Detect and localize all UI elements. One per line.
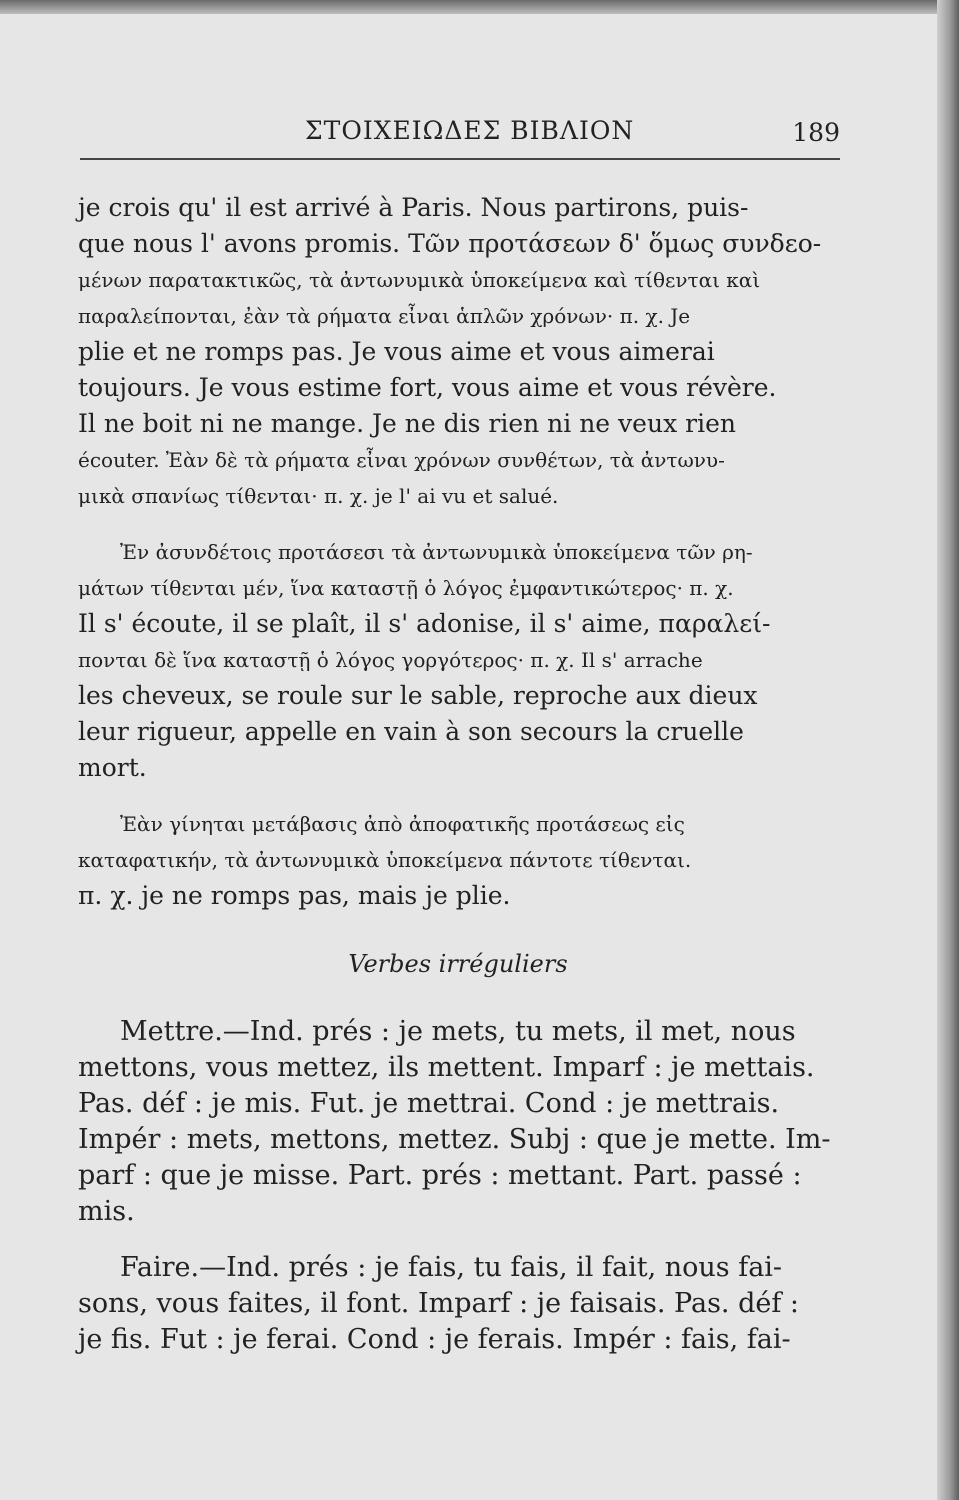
text-line: Mettre.—Ind. prés : je mets, tu mets, il met, nous [120,1016,796,1047]
text-line: Impér : mets, mettons, mettez. Subj : que je mette. Im- [78,1124,831,1155]
page-top-edge [0,0,959,14]
text-line: que nous l' avons promis. Τῶν προτάσεων δ' ὅμως συνδεο- [78,229,822,258]
text-line: plie et ne romps pas. Je vous aime et vous aimerai [78,337,715,366]
text-line: Ἐν ἀσυνδέτοις προτάσεσι τὰ ἀντωνυμικὰ ὑποκείμενα τῶν ρη- [120,540,753,564]
header-rule [80,158,840,160]
text-line: π. χ. je ne romps pas, mais je plie. [78,881,511,910]
text-line: μένων παρατακτικῶς, τὰ ἀντωνυμικὰ ὑποκείμενα καὶ τίθενται καὶ [78,268,761,292]
text-line: Ἐὰν γίνηται μετάβασις ἀπὸ ἀποφατικῆς προτάσεως εἰς [120,812,685,836]
text-line: μικὰ σπανίως τίθενται· π. χ. je l' ai vu et salué. [78,484,559,508]
text-line: je fis. Fut : je ferai. Cond : je ferais. Impér : fais, fai- [78,1324,791,1355]
text-line: mettons, vous mettez, ils mettent. Imparf : je mettais. [78,1052,815,1083]
page-number: 189 [792,118,840,147]
text-line: écouter. Ἐὰν δὲ τὰ ρήματα εἶναι χρόνων συνθέτων, τὰ ἀντωνυ- [78,448,725,472]
text-line: Faire.—Ind. prés : je fais, tu fais, il fait, nous fai- [120,1252,783,1283]
page-text [78,190,838,1358]
text-line: παραλείπονται, ἐὰν τὰ ρήματα εἶναι ἁπλῶν χρόνων· π. χ. Je [78,304,691,328]
text-line: καταφατικήν, τὰ ἀντωνυμικὰ ὑποκείμενα πάντοτε τίθενται. [78,848,692,872]
text-line: mis. [78,1196,135,1227]
text-line: πονται δὲ ἵνα καταστῇ ὁ λόγος γοργότερος· π. χ. Il s' arrache [78,648,703,672]
running-header [80,116,840,160]
text-line: parf : que je misse. Part. prés : mettant. Part. passé : [78,1160,802,1191]
text-line: μάτων τίθενται μέν, ἵνα καταστῇ ὁ λόγος ἐμφαντικώτερος· π. χ. [78,576,734,600]
text-line: sons, vous faites, il font. Imparf : je faisais. Pas. déf : [78,1288,800,1319]
text-line: je crois qu' il est arrivé à Paris. Nous partirons, puis- [78,193,749,222]
text-line: les cheveux, se roule sur le sable, reproche aux dieux [78,681,758,710]
header-title: ΣΤΟΙΧΕΙΩΔΕΣ ΒΙΒΛΙΟΝ [305,116,635,145]
text-line: mort. [78,753,147,782]
text-line: Pas. déf : je mis. Fut. je mettrai. Cond : je mettrais. [78,1088,780,1119]
text-line: Il s' écoute, il se plaît, il s' adonise, il s' aime, παραλεί- [78,609,771,638]
text-line: toujours. Je vous estime fort, vous aime et vous révère. [78,373,777,402]
page-spine-edge [937,0,959,1500]
text-line: leur rigueur, appelle en vain à son secours la cruelle [78,717,744,746]
text-line: Il ne boit ni ne mange. Je ne dis rien ni ne veux rien [78,409,736,438]
section-title: Verbes irréguliers [348,950,568,978]
